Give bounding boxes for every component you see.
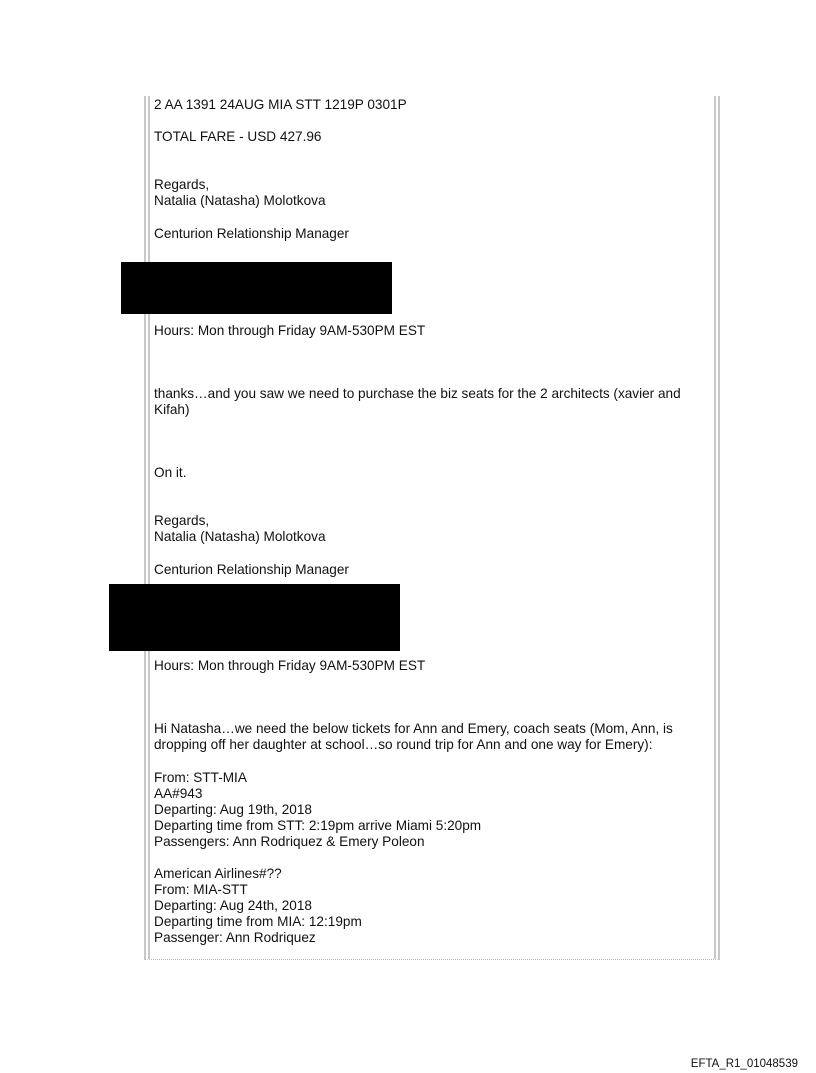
redaction-block bbox=[121, 262, 392, 314]
signature-title: Centurion Relationship Manager bbox=[154, 226, 349, 241]
signature-name: Natalia (Natasha) Molotkova bbox=[154, 529, 326, 544]
signature-title: Centurion Relationship Manager bbox=[154, 562, 349, 577]
signature-hours: Hours: Mon through Friday 9AM-530PM EST bbox=[154, 323, 426, 338]
message-architects: thanks…and you saw we need to purchase the biz seats for the 2 architects (xavier and Kifah) bbox=[154, 386, 681, 417]
signature-regards: Regards, bbox=[154, 513, 210, 528]
flight-2-route: From: MIA-STT bbox=[154, 882, 248, 897]
flight-2-passenger: Passenger: Ann Rodriquez bbox=[154, 930, 316, 945]
reply-message: On it. bbox=[154, 465, 187, 480]
signature-regards: Regards, bbox=[154, 177, 210, 192]
redaction-block bbox=[109, 584, 400, 651]
flight-1-number: AA#943 bbox=[154, 786, 203, 801]
signature-hours: Hours: Mon through Friday 9AM-530PM EST bbox=[154, 658, 426, 673]
flight-1-time: Departing time from STT: 2:19pm arrive Miami 5:20pm bbox=[154, 818, 482, 833]
flight-1-route: From: STT-MIA bbox=[154, 770, 247, 785]
flight-1-date: Departing: Aug 19th, 2018 bbox=[154, 802, 312, 817]
flight-2-airline: American Airlines#?? bbox=[154, 866, 282, 881]
signature-name: Natalia (Natasha) Molotkova bbox=[154, 193, 326, 208]
flight-2-time: Departing time from MIA: 12:19pm bbox=[154, 914, 362, 929]
document-id: EFTA_R1_01048539 bbox=[690, 1058, 798, 1070]
flight-2-date: Departing: Aug 24th, 2018 bbox=[154, 898, 312, 913]
ticket-request-intro: Hi Natasha…we need the below tickets for Ann and Emery, coach seats (Mom, Ann, is dropping off her daughter at school…so round trip for Ann and one way for Emery): bbox=[154, 721, 673, 752]
flight-itinerary-line: 2 AA 1391 24AUG MIA STT 1219P 0301P bbox=[154, 97, 407, 112]
flight-1-passengers: Passengers: Ann Rodriquez & Emery Poleon bbox=[154, 834, 425, 849]
total-fare: TOTAL FARE - USD 427.96 bbox=[154, 129, 322, 144]
